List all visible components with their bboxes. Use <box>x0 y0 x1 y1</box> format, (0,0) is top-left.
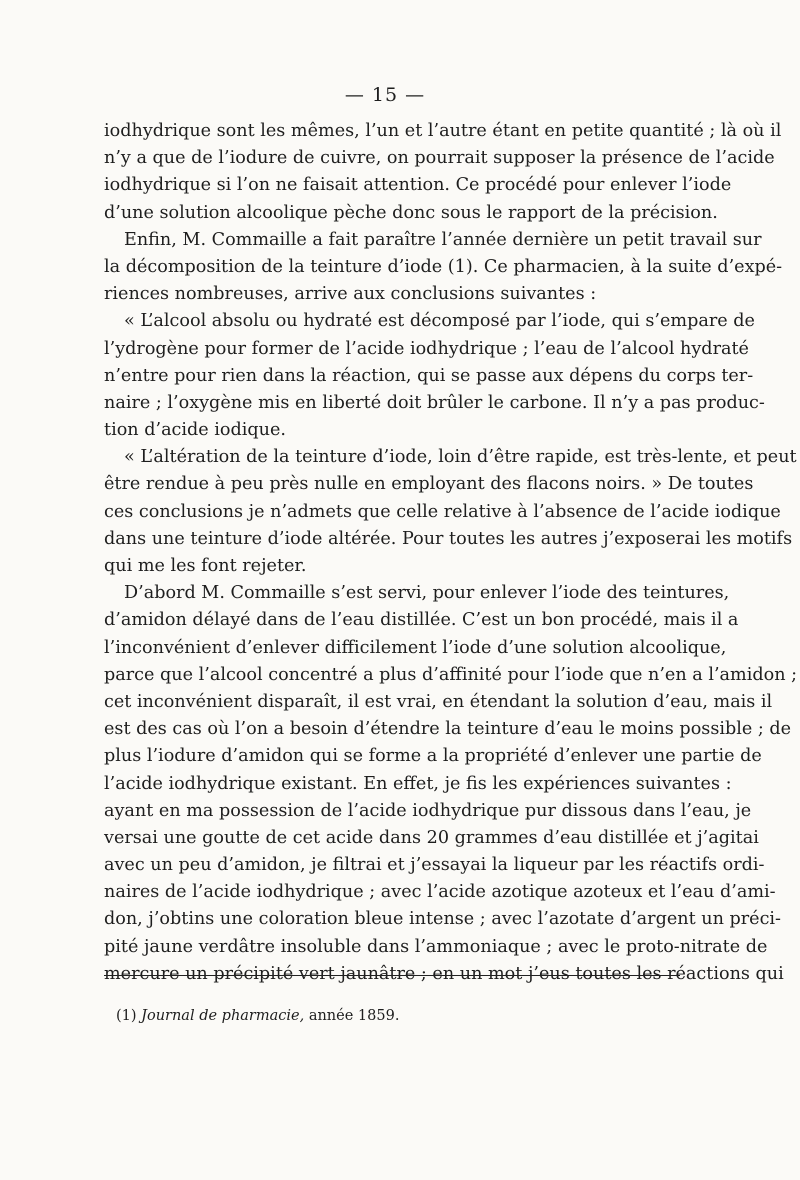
text-line: n’entre pour rien dans la réaction, qui se passe aux dépens du corps ter- <box>104 365 754 386</box>
text-line: qui me les font rejeter. <box>104 556 307 576</box>
footnote-marker: (1) <box>116 1008 137 1024</box>
text-line: « L’alcool absolu ou hydraté est décomposé par l’iode, qui s’empare de <box>124 311 755 332</box>
text-line: naires de l’acide iodhydrique ; avec l’acide azotique azoteux et l’eau d’ami- <box>104 882 776 903</box>
text-line: être rendue à peu près nulle en employant des flacons noirs. » De toutes <box>104 474 754 495</box>
text-line: mercure un précipité vert jaunâtre ; en un mot j’eus toutes les réactions qui <box>104 963 784 984</box>
text-line: n’y a que de l’iodure de cuivre, on pourrait supposer la présence de l’acide <box>104 148 775 169</box>
footnote <box>116 1008 399 1024</box>
text-line: iodhydrique si l’on ne faisait attention. Ce procédé pour enlever l’iode <box>104 175 732 196</box>
body-text <box>104 118 798 988</box>
text-line: plus l’iodure d’amidon qui se forme a la propriété d’enlever une partie de <box>104 746 762 767</box>
page-number: — 15 — <box>344 84 426 106</box>
text-line: riences nombreuses, arrive aux conclusions suivantes : <box>104 284 597 305</box>
text-line: d’amidon délayé dans de l’eau distillée. C’est un bon procédé, mais il a <box>104 610 739 631</box>
text-line: iodhydrique sont les mêmes, l’un et l’autre étant en petite quantité ; là où il <box>104 121 782 141</box>
text-line: l’inconvénient d’enlever difficilement l’iode d’une solution alcoolique, <box>104 637 727 658</box>
text-line: don, j’obtins une coloration bleue intense ; avec l’azotate d’argent un préci- <box>104 909 782 930</box>
text-line: d’une solution alcoolique pèche donc sous le rapport de la précision. <box>104 202 718 223</box>
footnote-source: Journal de pharmacie, <box>141 1008 305 1024</box>
footnote-separator <box>104 975 680 976</box>
text-line: ayant en ma possession de l’acide iodhydrique pur dissous dans l’eau, je <box>104 800 752 821</box>
text-line: cet inconvénient disparaît, il est vrai, en étendant la solution d’eau, mais il <box>104 691 773 712</box>
text-line: versai une goutte de cet acide dans 20 grammes d’eau distillée et j’agitai <box>104 827 759 848</box>
text-line: D’abord M. Commaille s’est servi, pour enlever l’iode des teintures, <box>124 583 730 604</box>
text-line: est des cas où l’on a besoin d’étendre la teinture d’eau le moins possible ; de <box>104 719 792 740</box>
text-line: dans une teinture d’iode altérée. Pour toutes les autres j’exposerai les motifs <box>104 528 793 549</box>
text-line: ces conclusions je n’admets que celle relative à l’absence de l’acide iodique <box>104 501 781 522</box>
text-line: l’acide iodhydrique existant. En effet, je fis les expériences suivantes : <box>104 773 732 794</box>
text-line: naire ; l’oxygène mis en liberté doit brûler le carbone. Il n’y a pas produc- <box>104 392 765 413</box>
text-line: avec un peu d’amidon, je filtrai et j’essayai la liqueur par les réactifs ordi- <box>104 855 765 876</box>
text-line: Enfin, M. Commaille a fait paraître l’année dernière un petit travail sur <box>124 229 762 250</box>
footnote-year: année 1859. <box>308 1008 400 1024</box>
text-line: pité jaune verdâtre insoluble dans l’ammoniaque ; avec le proto-nitrate de <box>104 936 768 957</box>
text-line: « L’altération de la teinture d’iode, loin d’être rapide, est très-lente, et peut <box>124 447 797 468</box>
text-line: l’ydrogène pour former de l’acide iodhydrique ; l’eau de l’alcool hydraté <box>104 338 749 359</box>
text-line: tion d’acide iodique. <box>104 420 287 441</box>
text-line: parce que l’alcool concentré a plus d’affinité pour l’iode que n’en a l’amidon ; <box>104 664 798 685</box>
text-line: la décomposition de la teinture d’iode (1). Ce pharmacien, à la suite d’expé- <box>104 256 783 277</box>
